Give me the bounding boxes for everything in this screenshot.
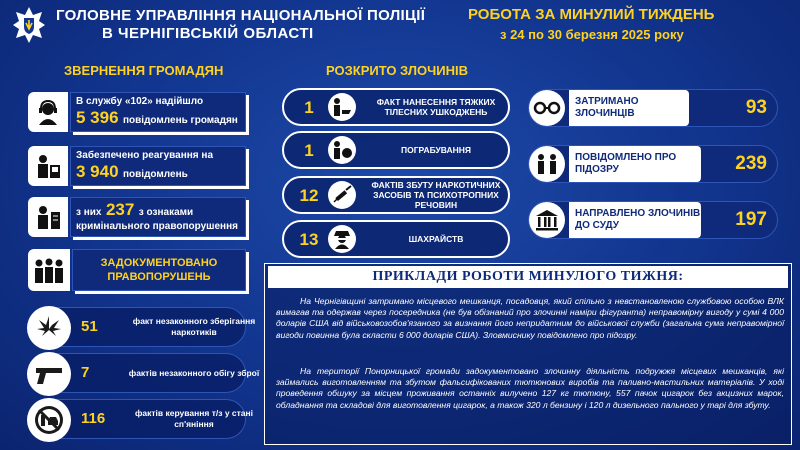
police-document-icon <box>28 197 68 237</box>
result-suspicion-value: 239 <box>735 153 767 174</box>
org-name-line2: В ЧЕРНІГІВСЬКІЙ ОБЛАСТІ <box>102 25 314 42</box>
examples-title: ПРИКЛАДИ РОБОТИ МИНУЛОГО ТИЖНЯ: <box>268 266 788 288</box>
offense-drugs-value: 51 <box>81 318 98 335</box>
result-court <box>528 201 778 239</box>
example-paragraph-1: На Чернігівщині затримано місцевого мешканця, посадовця, який спільно з невстановленою службовою особою ВЛК вимагав та одержав через посередника (не був обізнаний про злочинні наміри фігуранта) неправомірну вигоду у сумі 4 000 доларів США від військовозобов'язаного за визнання його непридатним до військової служби (загальна сума неправомірної вигоди повинна була скласти 6 000 доларів США). Зловмиснику повідомлено про підозру. <box>276 296 784 340</box>
no-drunk-driving-icon <box>27 398 71 442</box>
solved-robbery-label: ПОГРАБУВАННЯ <box>400 145 472 155</box>
offense-drunk-driving-value: 116 <box>81 410 106 427</box>
appeal-102-line2: повідомлень громадян <box>123 115 238 126</box>
documented-text: ЗАДОКУМЕНТОВАНО ПРАВОПОРУШЕНЬ <box>100 257 218 283</box>
syringe-icon <box>328 181 356 209</box>
result-court-label: НАПРАВЛЕНО ЗЛОЧИНІВ ДО СУДУ <box>569 202 701 238</box>
documented-card <box>28 249 246 291</box>
week-title: РОБОТА ЗА МИНУЛИЙ ТИЖДЕНЬ <box>468 6 715 23</box>
solved-assault <box>282 88 510 126</box>
appeal-card-response <box>28 146 246 186</box>
operator-headset-icon <box>28 92 68 132</box>
appeal-criminal-line2: кримінального правопорушення <box>76 221 238 232</box>
solved-drugs-label: ФАКТІВ ЗБУТУ НАРКОТИЧНИХ ЗАСОБІВ ТА ПСИХОТРОПНИХ РЕЧОВИН <box>371 180 501 210</box>
appeal-102-line1: В службу «102» надійшло <box>76 96 204 107</box>
appeal-response-value: 3 940 <box>76 162 119 181</box>
appeal-criminal-line1: з ознаками <box>138 207 194 218</box>
result-detained <box>528 89 778 127</box>
solved-fraud-value: 13 <box>299 230 319 249</box>
offense-drunk-driving <box>28 399 254 439</box>
result-detained-label: ЗАТРИМАНО ЗЛОЧИНЦІВ <box>569 90 689 126</box>
solved-robbery <box>282 131 510 169</box>
fraudster-icon <box>328 225 356 253</box>
assault-icon <box>328 93 356 121</box>
robbery-icon <box>328 136 356 164</box>
solved-assault-label: ФАКТ НАНЕСЕННЯ ТЯЖКИХ ТІЛЕСНИХ УШКОДЖЕНЬ <box>376 97 496 117</box>
pistol-icon <box>27 352 71 396</box>
solved-drugs-value: 12 <box>299 186 319 205</box>
courthouse-icon <box>529 202 565 238</box>
handcuffs-icon <box>529 90 565 126</box>
offense-weapons-value: 7 <box>81 364 90 381</box>
solved-title: РОЗКРИТО ЗЛОЧИНІВ <box>326 63 468 78</box>
cannabis-leaf-icon <box>27 306 71 350</box>
offense-drugs <box>28 307 256 347</box>
result-suspicion <box>528 145 778 183</box>
week-dates: з 24 по 30 березня 2025 року <box>500 27 684 42</box>
result-detained-value: 93 <box>745 97 767 118</box>
appeal-response-line1: Забезпечено реагування на <box>76 150 214 161</box>
solved-fraud-label: ШАХРАЙСТВ <box>408 234 464 244</box>
appeals-title: ЗВЕРНЕННЯ ГРОМАДЯН <box>64 63 224 78</box>
offense-weapons-label: фактів незаконного обігу зброї <box>128 367 260 378</box>
appeal-response-line2: повідомлень <box>123 169 188 180</box>
page-header <box>0 0 800 50</box>
police-shield-icon <box>12 6 46 44</box>
appeal-criminal-prefix: з них <box>76 207 102 218</box>
appeal-102-value: 5 396 <box>76 108 119 127</box>
result-suspicion-label: ПОВІДОМЛЕНО ПРО ПІДОЗРУ <box>569 146 701 182</box>
result-court-value: 197 <box>735 209 767 230</box>
police-response-icon <box>28 146 68 186</box>
org-name-line1: ГОЛОВНЕ УПРАВЛІННЯ НАЦІОНАЛЬНОЇ ПОЛІЦІЇ <box>56 7 426 24</box>
solved-fraud <box>282 220 510 258</box>
appeal-card-102 <box>28 92 246 132</box>
offense-drugs-label: факт незаконного зберігання наркотиків <box>132 316 256 337</box>
offense-weapons <box>28 353 260 393</box>
officers-group-icon <box>28 249 70 291</box>
solved-robbery-value: 1 <box>304 141 314 160</box>
solved-drugs <box>282 176 510 214</box>
examples-panel <box>264 263 792 445</box>
solved-assault-value: 1 <box>304 98 314 117</box>
example-paragraph-2: На території Понорницької громади задокументовано злочинну діяльність подружжя місцевих мешканців, які займались виготовленням та збутом фальсифікованих тютюнових виробів та паливно-мастильних матеріалів. У ході проведення обшуку за місцем проживання останніх вилучено 127 кг тютюну, 557 пачок цигарок без акцизних марок, обладнання та складові для виготовлення цигарок, а також 320 л бензину і 120 л дизельного пального у тарі для збуту. <box>276 366 784 410</box>
appeal-criminal-value: 237 <box>105 200 135 219</box>
appeal-card-criminal <box>28 197 246 237</box>
suspicion-notice-icon <box>529 146 565 182</box>
offense-drunk-driving-label: фактів керування т/з у стані сп'яніння <box>134 408 254 429</box>
